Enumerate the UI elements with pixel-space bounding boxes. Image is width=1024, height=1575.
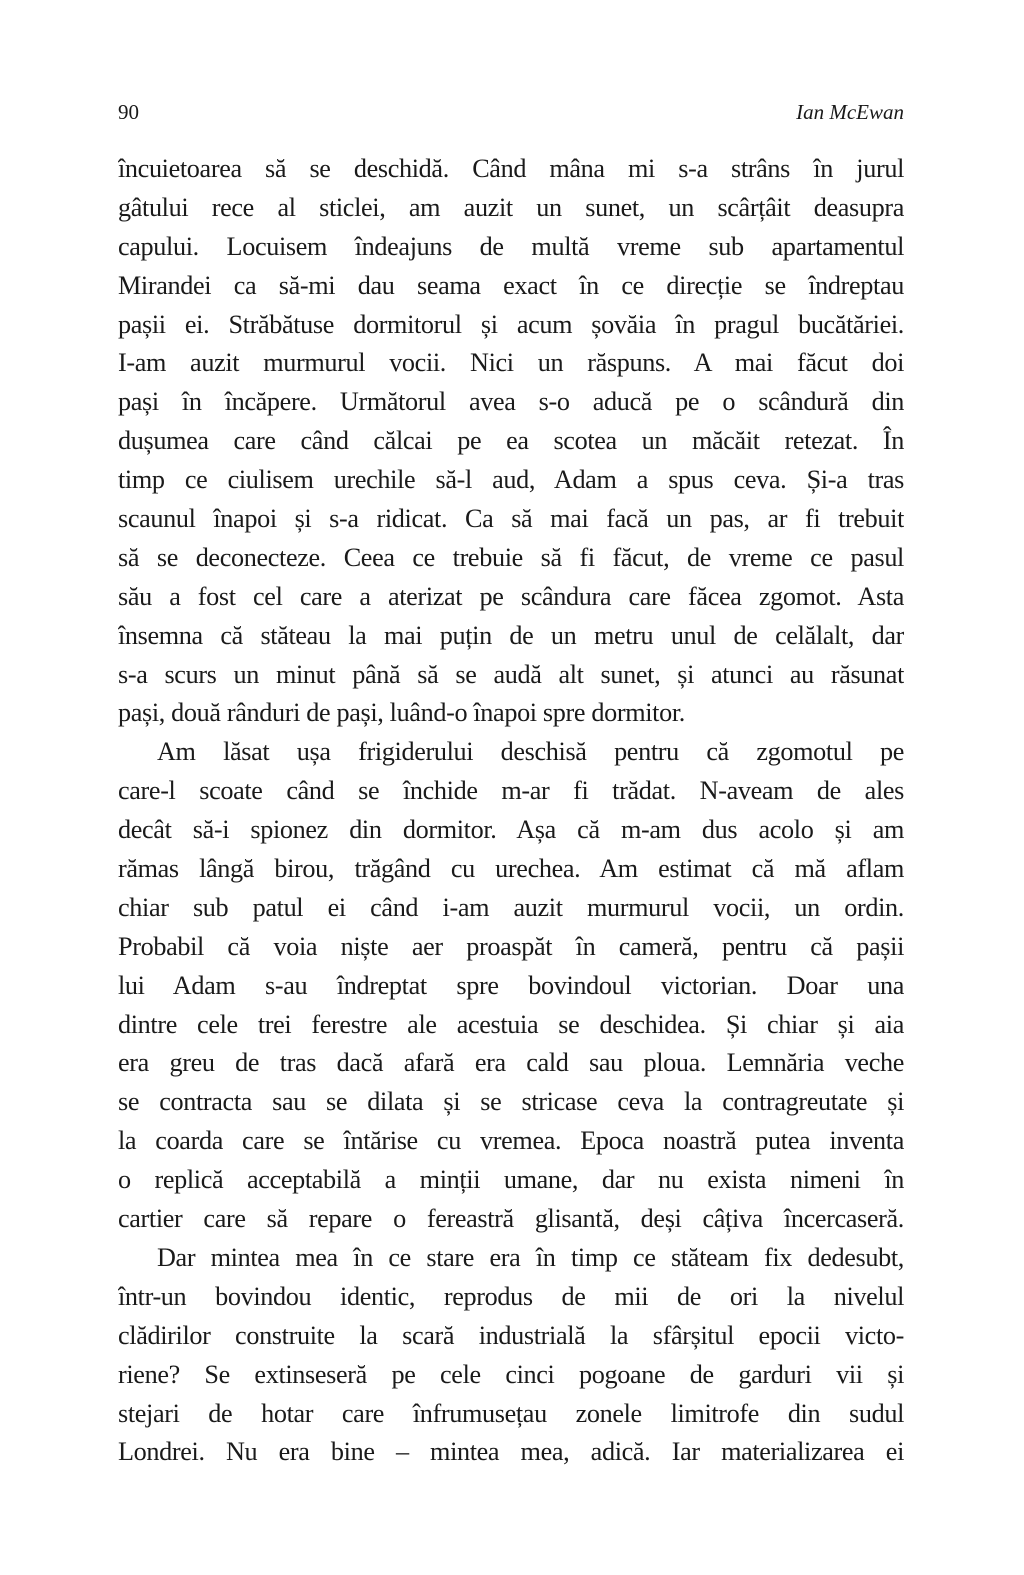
text-line: clădirilor construite la scară industrială la sfârșitul epocii victo- xyxy=(118,1320,904,1350)
text-line: I-am auzit murmurul vocii. Nici un răspuns. A mai făcut doi xyxy=(118,348,904,378)
running-head xyxy=(118,96,904,128)
text-line: lui Adam s-au îndreptat spre bovindoul victorian. Doar una xyxy=(118,970,904,1000)
text-line: pașii ei. Străbătuse dormitorul și acum șovăia în pragul bucătăriei. xyxy=(118,309,904,339)
text-line: gâtului rece al sticlei, am auzit un sunet, un scârțâit deasupra xyxy=(118,192,904,222)
text-line: decât să-i spionez din dormitor. Așa că m-am dus acolo și am xyxy=(118,815,904,845)
text-line: cartier care să repare o fereastră glisantă, deși câțiva încercaseră. xyxy=(118,1204,904,1234)
text-line: era greu de tras dacă afară era cald sau ploua. Lemnăria veche xyxy=(118,1048,904,1078)
text-line: la coarda care se întărise cu vremea. Epoca noastră putea inventa xyxy=(118,1126,904,1156)
text-line: capului. Locuisem îndeajuns de multă vreme sub apartamentul xyxy=(118,231,904,261)
text-line: chiar sub patul ei când i-am auzit murmurul vocii, un ordin. xyxy=(118,892,904,922)
paragraph xyxy=(118,150,904,733)
text-line: dintre cele trei ferestre ale acestuia se deschidea. Și chiar și aia xyxy=(118,1009,904,1039)
page-number: 90 xyxy=(118,100,139,124)
text-line: riene? Se extinseseră pe cele cinci pogoane de garduri vii și xyxy=(118,1359,904,1389)
text-line: pași în încăpere. Următorul avea s-o aducă pe o scândură din xyxy=(118,387,904,417)
text-line: într-un bovindou identic, reprodus de mii de ori la nivelul xyxy=(118,1281,904,1311)
text-line: stejari de hotar care înfrumusețau zonele limitrofe din sudul xyxy=(118,1398,904,1428)
paragraph xyxy=(118,733,904,1239)
text-line: dușumea care când călcai pe ea scotea un măcăit retezat. În xyxy=(118,426,904,456)
text-line: o replică acceptabilă a minții umane, dar nu exista nimeni în xyxy=(118,1165,904,1195)
text-line: s-a scurs un minut până să se audă alt sunet, și atunci au răsunat xyxy=(118,659,904,689)
text-line: Londrei. Nu era bine – mintea mea, adică. Iar materializarea ei xyxy=(118,1437,904,1467)
text-line: care-l scoate când se închide m-ar fi trădat. N-aveam de ales xyxy=(118,776,904,806)
text-line: Mirandei ca să-mi dau seama exact în ce direcție se îndreptau xyxy=(118,270,904,300)
text-line: să se deconecteze. Ceea ce trebuie să fi făcut, de vreme ce pasul xyxy=(118,542,904,572)
text-line: Am lăsat ușa frigiderului deschisă pentru că zgomotul pe xyxy=(157,737,904,767)
paragraph xyxy=(118,1239,904,1472)
text-line: său a fost cel care a aterizat pe scândura care făcea zgomot. Asta xyxy=(118,581,904,611)
running-title: Ian McEwan xyxy=(796,100,904,124)
text-line: încuietoarea să se deschidă. Când mâna mi s-a strâns în jurul xyxy=(118,154,904,183)
text-line: scaunul înapoi și s-a ridicat. Ca să mai facă un pas, ar fi trebuit xyxy=(118,504,904,534)
text-line: Probabil că voia niște aer proaspăt în cameră, pentru că pașii xyxy=(118,931,904,961)
text-line: pași, două rânduri de pași, luând-o înapoi spre dormitor. xyxy=(118,698,685,728)
text-line: însemna că stăteau la mai puțin de un metru unul de celălalt, dar xyxy=(118,620,904,650)
text-line: rămas lângă birou, trăgând cu urechea. Am estimat că mă aflam xyxy=(118,854,904,884)
body-text xyxy=(118,150,904,1472)
text-line: timp ce ciulisem urechile să-l aud, Adam a spus ceva. Și-a tras xyxy=(118,465,904,495)
text-line: se contracta sau se dilata și se stricase ceva la contragreutate și xyxy=(118,1087,904,1117)
text-line: Dar mintea mea în ce stare era în timp ce stăteam fix dedesubt, xyxy=(157,1242,904,1272)
